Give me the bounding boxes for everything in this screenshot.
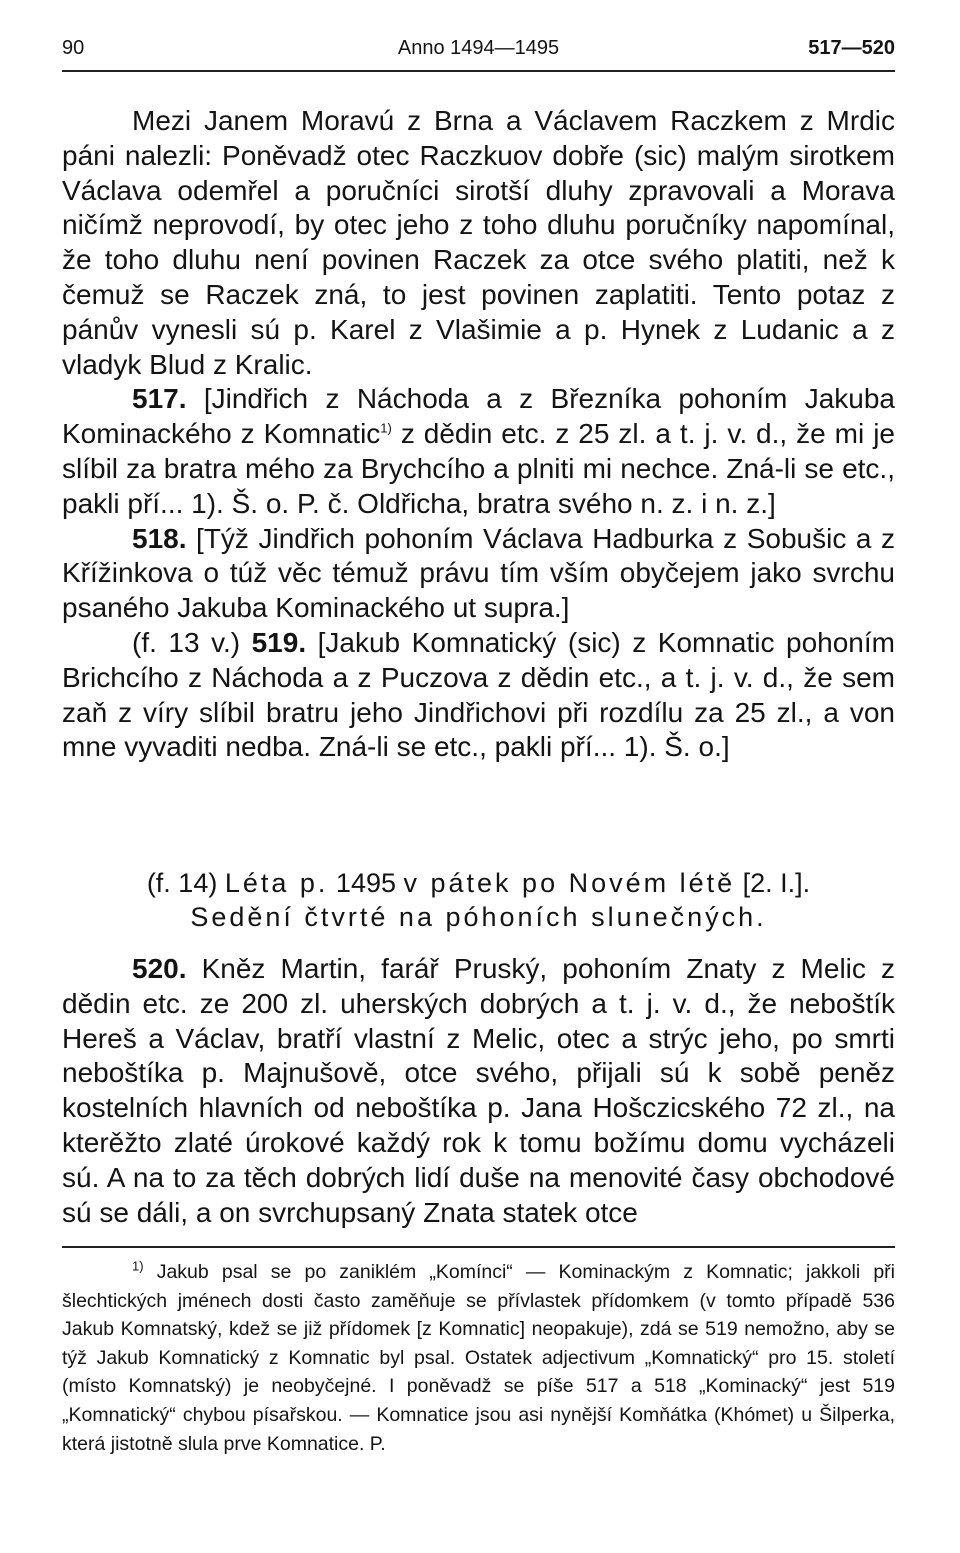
entry-518 — [62, 522, 895, 626]
main-text — [62, 104, 895, 765]
entry-520-block — [62, 952, 895, 1230]
page-number: 90 — [62, 37, 85, 59]
entry-number: 517. — [132, 383, 187, 415]
footnote-reference: 1) — [380, 420, 392, 436]
entry-text: [Jakub Komnatický (sic) z Komnatic pohoním Brichcího z Náchoda a z Puczova z dědin etc., a t. j. v. d., že sem zaň z víry slíbil bratru jeho Jindřichovi při rozdílu za 25 zl., a von mne vyvaditi nedba. Zná-li se etc., pakli pří... 1). Š. o.] — [62, 626, 895, 763]
footnote-mark: 1) — [132, 1258, 144, 1274]
footnote-text: Jakub psal se po zaniklém „Komínci“ — Kominackým z Komnatic; jakkoli při šlechtických jménech dosti často zaměňuje se přívlastek přídomkem (v tomto případě 536 Jakub Komnatský, kdež se již přídomek [z Komnatic] neopakuje), zdá se 519 nemožno, aby se týž Jakub Komnatický z Komnatic byl psal. Ostatek adjectivum „Komnatický“ pro 15. století (místo Komnatský) je neobyčejné. I poněvadž se píše 517 a 518 „Kominacký“ jest 519 „Komnatický“ chybou písařskou. — Komnatice jsou asi nynější Komňátka (Khómet) u Šilperka, která jistotně slula prve Komnatice. P. — [62, 1261, 895, 1455]
footnote — [62, 1258, 895, 1458]
session-heading — [62, 866, 895, 934]
heading-line-2: Sedění čtvrté na póhoních slunečných. — [190, 902, 767, 932]
entry-number: 518. — [132, 522, 187, 554]
entry-text: Kněz Martin, farář Pruský, pohoním Znaty z Melic z dědin etc. ze 200 zl. uherských dobrých a t. j. v. d., že neboštík Hereš a Václav, bratří vlastní z Melic, otec a strýc jeho, po smrti neboštíka p. Majnušově, otce svého, přijali sú k sobě peněz kostelních hlavních od neboštíka p. Jana Hošczicského 72 zl., na kterěžto zlaté úrokové každý rok k tomu božímu domu vycházeli sú. A na to za těch dobrých lidí duše na menovité časy obchodové sú se dáli, a on svrchupsaný Znata statek otce — [62, 953, 895, 1228]
entry-517 — [62, 382, 895, 521]
footnote-divider — [62, 1246, 895, 1248]
footnote-paragraph — [62, 1258, 895, 1458]
heading-year: 1495 — [328, 868, 404, 898]
heading-date: [2. I.]. — [735, 868, 811, 898]
folio-reference: (f. 14) — [146, 868, 225, 898]
heading-line-1 — [62, 866, 895, 900]
paragraph-intro: Mezi Janem Moravú z Brna a Václavem Raczkem z Mrdic páni nalezli: Poněvadž otec Raczkuov dobře (sic) malým sirotkem Václava odemřel a poručníci sirotší dluhy zpravovali a Morava ničímž neprovodí, by otec jeho z toho dluhu poručníky napomínal, že toho dluhu není povinen Raczek za otce svého platiti, než k čemuž se Raczek zná, to jest povinen zaplatiti. Tento potaz z pánův vynesli sú p. Karel z Vlašimie a p. Hynek z Ludanic a z vladyk Blud z Kralic. — [62, 105, 895, 380]
heading-spaced: Léta p. — [224, 868, 329, 898]
entry-text: z dědin etc. z 25 zl. a t. j. v. d., že mi je slíbil za bratra mého za Brychcího a plniti mi nechce. Zná-li se etc., pakli pří... 1). Š. o. P. č. Oldřicha, bratra svého n. z. i n. z.] — [62, 418, 895, 519]
entry-number: 520. — [132, 953, 187, 984]
entry-520 — [62, 952, 895, 1230]
running-title: Anno 1494—1495 — [397, 37, 560, 59]
entry-text: [Jindřich z Náchoda a z Březníka pohoním Jakuba Kominackého z Komnatic — [62, 383, 895, 450]
running-header — [62, 30, 895, 72]
entry-number: 519. — [251, 626, 307, 658]
heading-spaced: v pátek po Novém létě — [403, 868, 736, 898]
entry-519 — [62, 626, 895, 765]
folio-reference: (f. 13 v.) — [132, 626, 252, 658]
entry-range: 517—520 — [808, 37, 895, 59]
entry-text: [Týž Jindřich pohoním Václava Hadburka z Sobušic a z Křížinkova o túž věc témuž právu tím vším obyčejem jako svrchu psaného Jakuba Kominackého ut supra.] — [62, 522, 895, 624]
